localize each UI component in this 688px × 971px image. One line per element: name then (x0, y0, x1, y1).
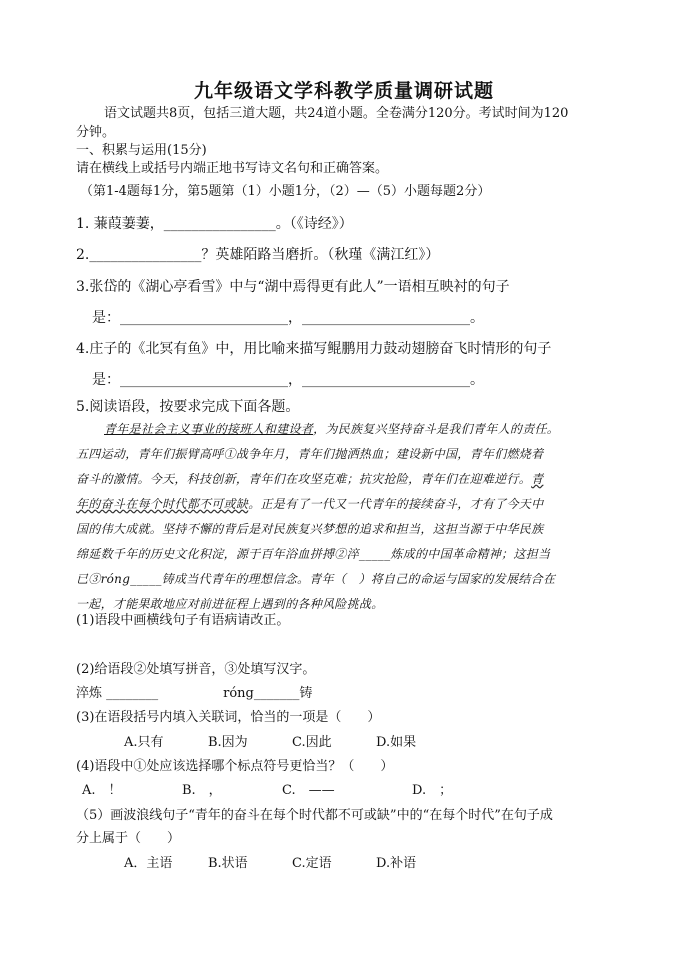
passage-wavy: 青 (531, 472, 544, 486)
subquestion-2: (2)给语段②处填写拼音，③处填写汉字。 (76, 662, 316, 677)
question-1: 1. 蒹葭萋萋，________________。（《诗经》） (76, 216, 353, 232)
passage-wavy: 年的奋斗在每个时代都不可或缺 (76, 497, 249, 511)
passage-text: 。正是有了一代又一代青年的接续奋斗，才有了今天中 (248, 497, 544, 511)
option-b: B.状语 (208, 856, 248, 871)
subquestion-5-options (124, 854, 618, 874)
passage-text: ，为民族复兴坚持奋斗是我们青年人的责任。 (313, 422, 560, 436)
intro-line-2: 分钟。 (76, 125, 116, 140)
option-d: D. ； (412, 783, 453, 798)
passage-line: 已③róng_____铸成当代青年的理想信念。青年（ ）将自己的命运与国家的发展结合在 (76, 572, 556, 586)
passage-line (104, 416, 644, 442)
passage-underlined: 青年是社会主义事业的接班人和建设者 (104, 422, 314, 436)
option-d: D.如果 (376, 735, 417, 750)
passage-line: 一起，才能果敢地应对前进征程上遇到的各种风险挑战。 (76, 597, 384, 611)
subquestion-4-options (82, 781, 618, 801)
question-4-line-2: 是：________________________，________________________。 (92, 372, 484, 388)
subquestion-3: (3)在语段括号内填入关联词，恰当的一项是（ ） (76, 710, 381, 725)
passage-line (76, 466, 616, 492)
scoring-note: （第1-4题每1分，第5题第（1）小题1分，（2）—（5）小题每题2分） (80, 184, 491, 199)
option-a: A. ！ (82, 783, 122, 798)
section-heading: 一、积累与运用(15分) (76, 143, 207, 158)
subquestion-5-line-1: （5）画波浪线句子“青年的奋斗在每个时代都不可或缺”中的“在每个时代”在句子成 (76, 808, 553, 823)
option-b: B. ， (182, 783, 222, 798)
option-b: B.因为 (208, 735, 248, 750)
passage-line: 国的伟大成就。坚持不懈的背后是对民族复兴梦想的追求和担当，这担当源于中华民族 (76, 522, 544, 536)
subquestion-4: (4)语段中①处应该选择哪个标点符号更恰当？（ ） (76, 759, 394, 774)
option-a: A．主语 (124, 856, 173, 871)
question-2: 2.________________？英雄陌路当磨折。（秋瑾《满江红》） (76, 247, 440, 263)
option-a: A.只有 (124, 735, 164, 750)
option-c: C. —— (282, 783, 335, 798)
option-c: C.定语 (292, 856, 332, 871)
option-d: D.补语 (376, 856, 417, 871)
question-3-line-1: 3.张岱的《湖心亭看雪》中与“湖中焉得更有此人”一语相互映衬的句子 (76, 279, 510, 295)
subquestion-1: (1)语段中画横线句子有语病请改正。 (76, 613, 290, 628)
subquestion-3-options (124, 733, 618, 753)
subquestion-5-line-2: 分上属于（ ） (76, 831, 181, 846)
question-5-stem: 5.阅读语段，按要求完成下面各题。 (76, 399, 300, 415)
section-instruction: 请在横线上或括号内端正地书写诗文名句和正确答案。 (76, 161, 389, 176)
option-c: C.因此 (292, 735, 332, 750)
intro-line-1: 语文试题共8页，包括三道大题，共24道小题。全卷满分120分。考试时间为120 (104, 106, 569, 121)
passage-text: 奋斗的激情。今天，科技创新，青年们在攻坚克难；抗灾抢险，青年们在迎难逆行。 (76, 472, 532, 486)
question-3-line-2: 是：________________________，________________________。 (92, 310, 484, 326)
passage-line: 五四运动，青年们振臂高呼①战争年月，青年们抛洒热血；建设新中国，青年们燃烧着 (76, 447, 544, 461)
subquestion-2-fill: 淬炼 ________ róng_______铸 (76, 686, 313, 701)
question-4-line-1: 4.庄子的《北冥有鱼》中，用比喻来描写鲲鹏用力鼓动翅膀奋飞时情形的句子 (76, 341, 552, 357)
page-title: 九年级语文学科教学质量调研试题 (193, 80, 494, 102)
passage-line: 绵延数千年的历史文化积淀，源于百年浴血拼搏②淬_____炼成的中国革命精神；这担当 (76, 547, 551, 561)
passage-line (76, 491, 616, 517)
